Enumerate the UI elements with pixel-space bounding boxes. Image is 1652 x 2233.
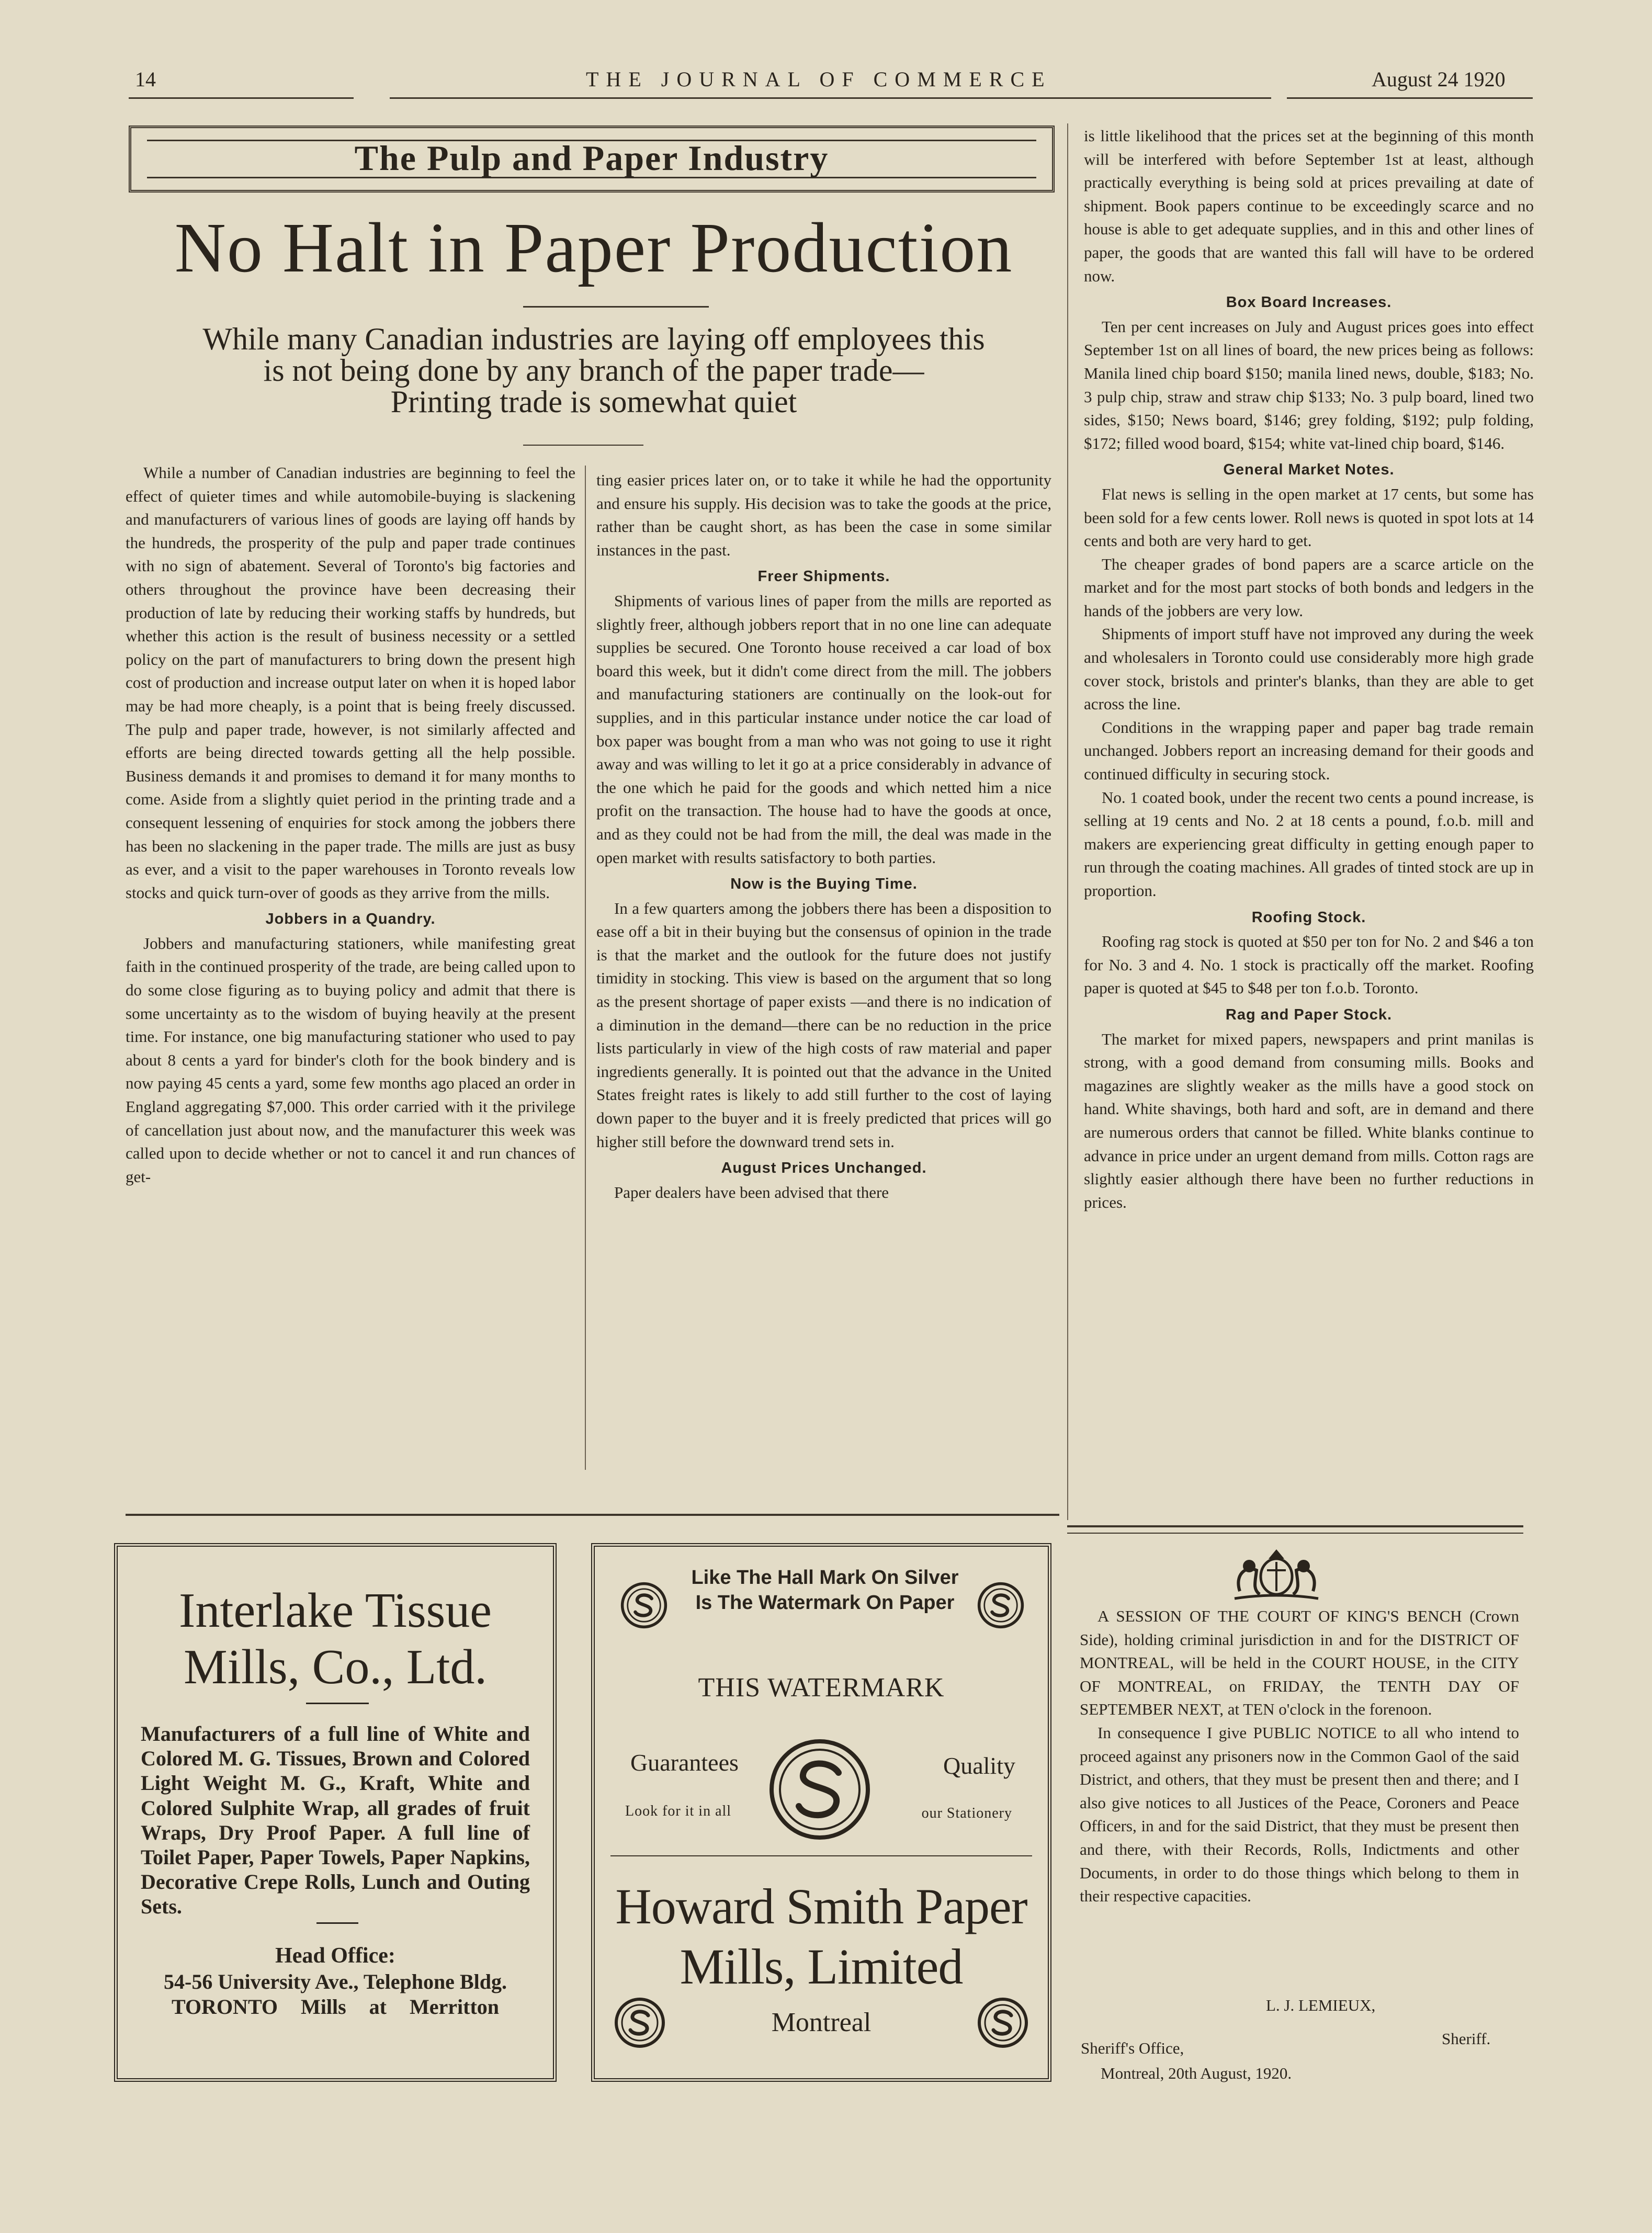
- subhead: General Market Notes.: [1223, 461, 1395, 479]
- article-column-2: [596, 469, 1051, 1204]
- article-column-3: [1084, 124, 1534, 1214]
- column-divider: [585, 466, 586, 1470]
- notice-office: Sheriff's Office,: [1081, 2039, 1184, 2057]
- notice-place-date: Montreal, 20th August, 1920.: [1101, 2064, 1292, 2082]
- ad-look-for: Look for it in all: [625, 1803, 732, 1819]
- paragraph: The cheaper grades of bond papers are a scarce article on the market and for the most part stocks of both bonds and ledgers in the hands of the jobbers are very low.: [1084, 554, 1534, 620]
- subhead: Now is the Buying Time.: [730, 876, 918, 893]
- publication-name: THE JOURNAL OF COMMERCE: [586, 67, 1052, 91]
- paragraph: The market for mixed papers, newspapers and print manilas is strong, with a good demand from consuming mills. Books and magazines are slightly weaker as the mills have a good stock on hand. White shavings, both hard and soft, are in demand and there are numerous orders that cannot be filled. White blanks continue to advance in price under an urgent demand from mills. Cotton rags are slightly easier although there have been no further reductions in prices.: [1084, 1029, 1534, 1211]
- headline-rule: [523, 306, 709, 308]
- ad-rule: [316, 1922, 358, 1924]
- issue-date: August 24 1920: [1372, 67, 1506, 91]
- paragraph: In a few quarters among the jobbers there has been a disposition to ease off a bit in their buying but the consensus of opinion in the trade is that the market and the outlook for the future does not justify timidity in stocking. This view is based on the argument that so long as the present shortage of paper exists —and there is no indication of a diminution in the demand—there can be no reduction in the price lists particularly in view of the high costs of raw material and paper ingredients generally. It is pointed out that the advance in the United States freight rates is likely to add still further to the cost of laying down paper to the buyer and it is freely predicted that prices will go higher still before the downward trend sets in.: [596, 899, 1051, 1151]
- subhead: Box Board Increases.: [1226, 294, 1392, 311]
- court-notice: [1080, 1605, 1519, 1908]
- royal-crest-icon: [1219, 1544, 1334, 1607]
- paragraph: Conditions in the wrapping paper and paper bag trade remain unchanged. Jobbers report an increasing demand for their goods and continued difficulty in securing stock.: [1084, 718, 1534, 784]
- column-divider: [1067, 123, 1068, 1520]
- ad-quality: Quality: [943, 1752, 1015, 1779]
- paragraph: Ten per cent increases on July and August prices goes into effect September 1st on all lines of board, the new prices being as follows: Manila lined chip board $150; manila lined news, double, $183; No. 3 pulp chip, straw and straw chip $133; No. 3 pulp board, lined two sides, $150; News board, $146; grey folding, $192; pulp folding, $172; filled wood board, $154; white vat-lined chip board, $146.: [1084, 317, 1534, 452]
- ad-tagline: Like The Hall Mark On Silver Is The Watermark On Paper: [691, 1567, 959, 1614]
- notice-signer-title: Sheriff.: [1442, 2030, 1491, 2048]
- paragraph: Shipments of various lines of paper from the mills are reported as slightly freer, although jobbers report that in no one line can adequate supplies be secured. One Toronto house received a car load of box board this week, but it didn't come direct from the mill. The jobbers and manufacturing stationers are continually on the look-out for supplies, and in this particular instance under notice the car load of box paper was bought from a man who was not going to use it right away and was willing to let it go at a price considerably in advance of the one which he paid for the goods and which netted him a nice profit on the transaction. The house had to have the goods at once, and as they could not be had from the mill, the deal was made in the open market with results satisfactory to both parties.: [596, 591, 1051, 867]
- paragraph: Jobbers and manufacturing stationers, while manifesting great faith in the continued prosperity of the trade, are being called upon to do some close figuring as to buying policy and admit that there is some uncertainty as to the wisdom of buying heavily at the present time. For instance, one big manufacturing stationer who used to pay about 8 cents a yard for binder's cloth for the book bindery and is now paying 45 cents a yard, some few months ago placed an order in England aggregating $7,000. This order carried with it the privilege of cancellation just about now, and the manufacturer this week was called upon to decide whether or not to cancel it and run chances of get-: [126, 934, 575, 1186]
- paragraph: ting easier prices later on, or to take it while he had the opportunity and ensure his supply. His decision was to take the goods at the price, rather than be caught short, as has been the case in some similar instances in the past.: [596, 471, 1051, 559]
- watermark-logo-icon: [977, 1997, 1029, 2049]
- paragraph: In consequence I give PUBLIC NOTICE to all who intend to proceed against any prisoners now in the Common Gaol of the said District, and others, that they must be present then and there; and I also give notices to all Justices of the Peace, Coroners and Peace Officers, in and for the said District, that they must be present then and there, with their Records, Rolls, Indictments and other Documents, in order to do those things which belong to them in their respective capacities.: [1080, 1723, 1519, 1906]
- paragraph: Paper dealers have been advised that there: [614, 1183, 889, 1201]
- ad-stationery: our Stationery: [921, 1805, 1012, 1821]
- column3-end-rule: [1067, 1525, 1523, 1527]
- deck: While many Canadian industries are laying off employees this is not being done by any branch of the paper trade— Printing trade is somewhat quiet: [202, 322, 985, 419]
- section-title: The Pulp and Paper Industry: [354, 138, 829, 178]
- ad-head-office-label: Head Office:: [275, 1944, 395, 1968]
- subhead: Jobbers in a Quandry.: [265, 911, 436, 928]
- deck-rule: [523, 445, 643, 446]
- headline: No Halt in Paper Production: [174, 209, 1013, 287]
- paragraph: is little likelihood that the prices set at the beginning of this month will be interfered with before September 1st at least, although practically everything is being sold at prices prevailing at date of shipment. Book papers continue to be exceedingly scarce and no house is able to get adequate supplies, and in this and other lines of paper, the goods that are wanted this fall will have to be ordered now.: [1084, 127, 1534, 285]
- article-column-1: [126, 461, 575, 1188]
- watermark-logo-icon: [767, 1737, 872, 1842]
- ad-rule: [306, 1703, 369, 1704]
- header-rule-center: [390, 97, 1271, 99]
- ad-description: Manufacturers of a full line of White and Colored M. G. Tissues, Brown and Colored Light Weight M. G., Kraft, White and Colored Sulphite Wrap, all grades of fruit Wraps, Dry Proof Paper. A full line of Toilet Paper, Paper Towels, Paper Napkins, Decorative Crepe Rolls, Lunch and Outing Sets.: [141, 1722, 530, 1919]
- header-rule-left: [129, 97, 354, 99]
- paragraph: No. 1 coated book, under the recent two cents a pound increase, is selling at 19 cents and No. 2 at 18 cents a pound, f.o.b. mill and makers are experiencing great difficulty in getting enough paper to run through the coating machines. All grades of tinted stock are up in proportion.: [1084, 788, 1534, 900]
- interlake-tissue-ad: [114, 1543, 557, 2082]
- header-rule-right: [1287, 97, 1533, 99]
- subhead: August Prices Unchanged.: [721, 1160, 927, 1177]
- watermark-logo-icon: [977, 1581, 1025, 1629]
- ad-address: 54-56 University Ave., Telephone Bldg.: [164, 1970, 507, 1993]
- ad-rule: [610, 1855, 1032, 1856]
- paragraph: While a number of Canadian industries are beginning to feel the effect of quieter times and while automobile-buying is slackening and manufacturers of various lines of goods are laying off hands by the hundreds, the prosperity of the pulp and paper trade continues with no sign of abatement. Several of Toronto's big factories and others throughout the province have been decreasing their production of late by reducing their working staffs by hundreds, but whether this action is the result of business necessity or a settled policy on the part of manufacturers to bring down the present high cost of production and increase output later on when it is hoped labor may be had more cheaply, is a point that is being freely discussed. The pulp and paper trade, however, is not similarly affected and efforts are being directed towards getting all the help possible. Business demands it and promises to demand it for many months to come. Aside from a slightly quiet period in the printing trade and a consequent lessening of enquiries for stock among the jobbers there has been no slackening in the paper trade. The mills are just as busy as ever, and a visit to the paper warehouses in Toronto reveals low stocks and quick turn-over of goods as they arrive from the mills.: [126, 463, 575, 902]
- watermark-logo-icon: [620, 1581, 668, 1629]
- ad-guarantees: Guarantees: [630, 1749, 739, 1776]
- subhead: Freer Shipments.: [757, 568, 890, 585]
- ad-company-name: Howard Smith Paper Mills, Limited: [615, 1878, 1027, 1995]
- ad-watermark-label: THIS WATERMARK: [698, 1673, 945, 1703]
- paragraph: Roofing rag stock is quoted at $50 per ton for No. 2 and $46 a ton for No. 3 and 4. No. 1 stock is practically off the market. Roofing paper is quoted at $45 to $48 per ton f.o.b. Toronto.: [1084, 932, 1534, 998]
- subhead: Rag and Paper Stock.: [1225, 1006, 1393, 1023]
- ad-company-name: Interlake Tissue Mills, Co., Ltd.: [179, 1583, 492, 1695]
- paragraph: A SESSION OF THE COURT OF KING'S BENCH (Crown Side), holding criminal jurisdiction in and for the DISTRICT OF MONTREAL, will be held in the COURT HOUSE, in the CITY OF MONTREAL, on FRIDAY, the TENTH DAY OF SEPTEMBER NEXT, at TEN o'clock in the forenoon.: [1080, 1607, 1519, 1719]
- ad-cities: TORONTO Mills at Merritton: [171, 1995, 500, 2019]
- page-number: 14: [135, 67, 156, 91]
- section-title-box: [129, 126, 1055, 192]
- ad-city: Montreal: [771, 2008, 872, 2037]
- notice-signature: L. J. LEMIEUX,: [1266, 1996, 1376, 2014]
- subhead: Roofing Stock.: [1251, 909, 1366, 926]
- article-end-rule: [126, 1514, 1059, 1516]
- column3-end-rule-thin: [1067, 1533, 1523, 1534]
- paragraph: Flat news is selling in the open market at 17 cents, but some has been sold for a few cents lower. Roll news is quoted in spot lots at 14 cents and both are very hard to get.: [1084, 484, 1534, 550]
- paragraph: Shipments of import stuff have not improved any during the week and wholesalers in Toronto could use considerably more high grade cover stock, bristols and printer's blanks, than they are able to get across the line.: [1084, 625, 1534, 713]
- howard-smith-ad: [591, 1543, 1051, 2082]
